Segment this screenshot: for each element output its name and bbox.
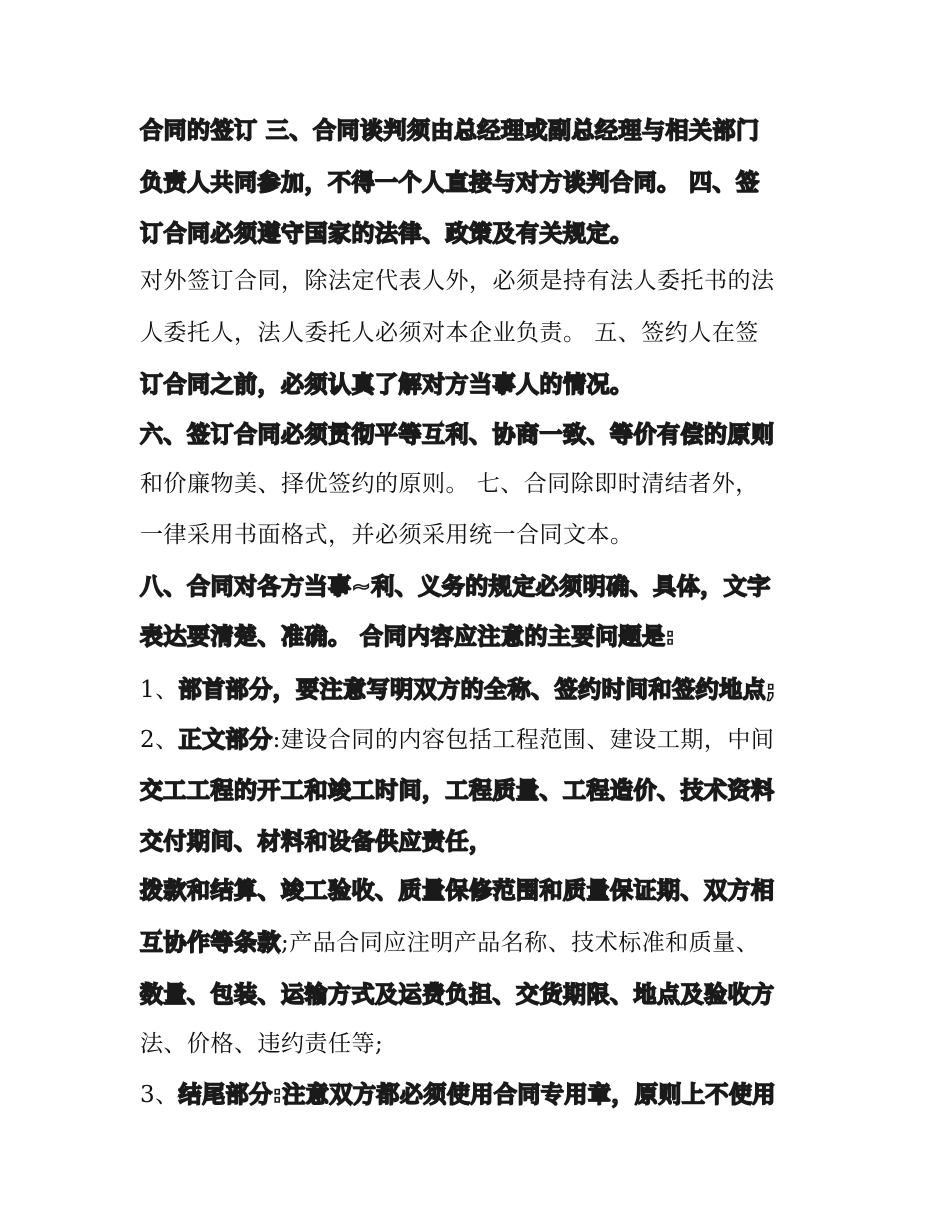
text-span: ;产品合同应注明产品名称、技术标准和质量、 (281, 930, 760, 956)
text-line (140, 168, 820, 198)
text-line (140, 572, 820, 602)
text-span: 订合同之前，必须认真了解对方当事人的情况。 (140, 372, 634, 398)
text-span: 和价廉物美、择优签约的原则。 七、合同除即时清结者外， (140, 471, 759, 497)
text-line (140, 1080, 820, 1110)
text-line (140, 827, 820, 857)
text-span: 交付期间、材料和设备供应责任， (140, 829, 493, 855)
text-span: 人委托人，法人委托人必须对本企业负责。 五、签约人在签 (140, 320, 759, 346)
text-span: 法、价格、违约责任等; (140, 1031, 384, 1057)
text-span: 一律采用书面格式，并必须采用统一合同文本。 (140, 522, 634, 548)
text-span: 2、 (140, 727, 179, 753)
text-span: 1、 (140, 677, 179, 703)
text-span: 负责人共同参加，不得一个人直接与对方谈判合同。 四、签 (140, 170, 760, 196)
text-line (140, 469, 820, 499)
text-line (140, 116, 820, 146)
text-span: 数量、包装、运输方式及运费负担、交货期限、地点及验收方 (140, 982, 775, 1008)
text-span: 订合同必须遵守国家的法律、政策及有关规定。 (140, 221, 634, 247)
text-line (140, 980, 820, 1010)
text-line (140, 675, 820, 705)
text-span: 正文部分 (178, 727, 273, 753)
text-line (140, 266, 820, 296)
text-span: 八、合同对各方当事~利、义务的规定必须明确、具体，文字 (140, 574, 771, 600)
text-span: 3、 (140, 1082, 179, 1108)
text-span: 结尾部分:注意双方都必须使用合同专用章，原则上不使用 (178, 1082, 776, 1108)
text-span: 拨款和结算、竣工验收、质量保修范围和质量保证期、双方相 (140, 878, 775, 904)
text-span: :建设合同的内容包括工程范围、建设工期，中间 (272, 727, 775, 753)
text-line (140, 318, 820, 348)
text-span: 合同的签订 三、合同谈判须由总经理或副总经理与相关部门 (140, 118, 760, 144)
text-line (140, 622, 820, 652)
text-span: 交工工程的开工和竣工时间，工程质量、工程造价、技术资料 (140, 778, 775, 804)
text-line (140, 776, 820, 806)
text-span: 对外签订合同，除法定代表人外，必须是持有法人委托书的法 (140, 268, 775, 294)
text-span: 互协作等条款 (140, 930, 281, 956)
text-line (140, 876, 820, 906)
text-line (140, 725, 820, 755)
text-span: 六、签订合同必须贯彻平等互利、协商一致、等价有偿的原则 (140, 422, 775, 448)
text-line (140, 1029, 820, 1059)
text-line (140, 219, 820, 249)
text-line (140, 520, 820, 550)
text-span: 表达要清楚、准确。 合同内容应注意的主要问题是: (140, 624, 676, 650)
text-span: 部首部分，要注意写明双方的全称、签约时间和签约地点; (178, 677, 776, 703)
text-line (140, 420, 820, 450)
text-line (140, 928, 820, 958)
text-line (140, 370, 820, 400)
